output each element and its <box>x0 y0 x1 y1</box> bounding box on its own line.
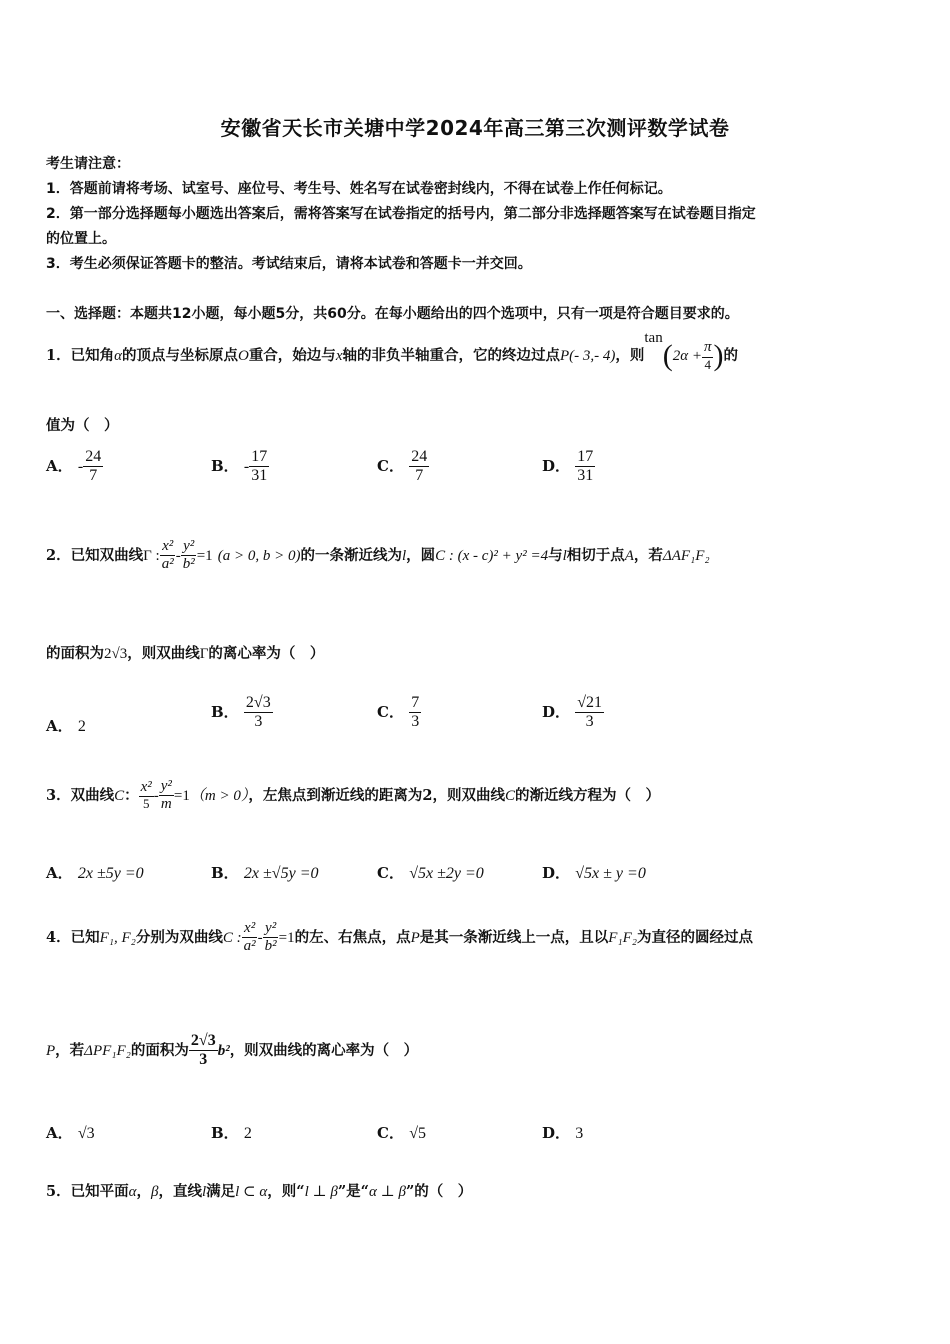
question-5-stem: 5．已知平面α，β，直线l满足l ⊂ α，则“l ⊥ β”是“α ⊥ β”的（ ） <box>46 1183 473 1200</box>
notice-item-2a: 2．第一部分选择题每小题选出答案后，需将答案写在试卷指定的括号内，第二部分非选择题答案写在试卷题目指定 <box>46 206 756 222</box>
q1-option-b[interactable]: B． - $\frac{17}{31}$ <box>211 448 268 485</box>
notice-item-3: 3．考生必须保证答题卡的整洁。考试结束后，请将本试卷和答题卡一并交回。 <box>46 256 532 272</box>
question-2-stem-cont: 的面积为2√3，则双曲线Γ的离心率为（ ） <box>46 645 325 662</box>
question-1-stem-cont: 值为（ ） <box>46 417 119 434</box>
notice-item-1: 1．答题前请将考场、试室号、座位号、考生号、姓名写在试卷密封线内，不得在试卷上作任何标记。 <box>46 181 672 197</box>
question-1-stem: 1．已知角α的顶点与坐标原点O重合，始边与x轴的非负半轴重合，它的终边过点P(- 3,- 4)，则tan(2α + $\frac{\pi}{4}$ )的 <box>46 330 738 372</box>
page-title: 安徽省天长市关塘中学2024年高三第三次测评数学试卷 <box>220 116 730 140</box>
question-2-stem: 2．已知双曲线Γ : $\frac{\text{x²}}{\text{a²}}$ - $\frac{\text{y²}}{\text{b²}}$ =1 (a > 0, b > 0)的一条渐近线为l，圆C : (x - c)² + y² =4与l相切于点A，若ΔAF₁F₂ <box>46 538 710 573</box>
section-heading: 一、选择题：本题共12小题，每小题5分，共60分。在每小题给出的四个选项中，只有一项是符合题目要求的。 <box>46 306 739 322</box>
q1-option-c[interactable]: C． $\frac{24}{7}$ <box>377 448 428 485</box>
q4-option-c[interactable]: C． √5 <box>377 1124 426 1142</box>
notice-heading: 考生请注意： <box>46 156 130 172</box>
q2-option-d[interactable]: D． $\frac{√21}{3}$ <box>542 694 603 731</box>
question-3-stem: 3．双曲线C： $\frac{\text{x²}}{5}$ - $\frac{\text{y²}}{m}$ =1（m > 0），左焦点到渐近线的距离为2，则双曲线C的渐近线方程为（ ） <box>46 778 660 813</box>
q2-option-a[interactable]: A． 2 <box>46 717 86 735</box>
q3-option-b[interactable]: B． 2x ±√5y =0 <box>211 864 319 882</box>
q4-option-a[interactable]: A． √3 <box>46 1124 95 1142</box>
q2-option-c[interactable]: C． $\frac{7}{3}$ <box>377 694 420 731</box>
q4-option-d[interactable]: D． 3 <box>542 1124 584 1142</box>
q2-option-b[interactable]: B． $\frac{2√3}{3}$ <box>211 694 271 731</box>
q4-option-b[interactable]: B． 2 <box>211 1124 252 1142</box>
q1-option-a[interactable]: A． - $\frac{24}{7}$ <box>46 448 102 485</box>
q3-option-d[interactable]: D． √5x ± y =0 <box>542 864 646 882</box>
question-4-stem-cont: P，若ΔPF₁F₂的面积为 $\frac{2√3}{3}$ b²，则双曲线的离心率为（ ） <box>46 1032 419 1069</box>
q1-option-d[interactable]: D． $\frac{17}{31}$ <box>542 448 594 485</box>
q3-option-a[interactable]: A． 2x ±5y =0 <box>46 864 144 882</box>
question-4-stem: 4．已知F₁, F₂分别为双曲线C : $\frac{\text{x²}}{\text{a²}}$ - $\frac{\text{y²}}{\text{b²}}$ =1的左、右焦点，点P是其一条渐近线上一点，且以F₁F₂为直径的圆经过点 <box>46 920 754 955</box>
notice-item-2b: 的位置上。 <box>46 231 116 247</box>
q3-option-c[interactable]: C． √5x ±2y =0 <box>377 864 484 882</box>
